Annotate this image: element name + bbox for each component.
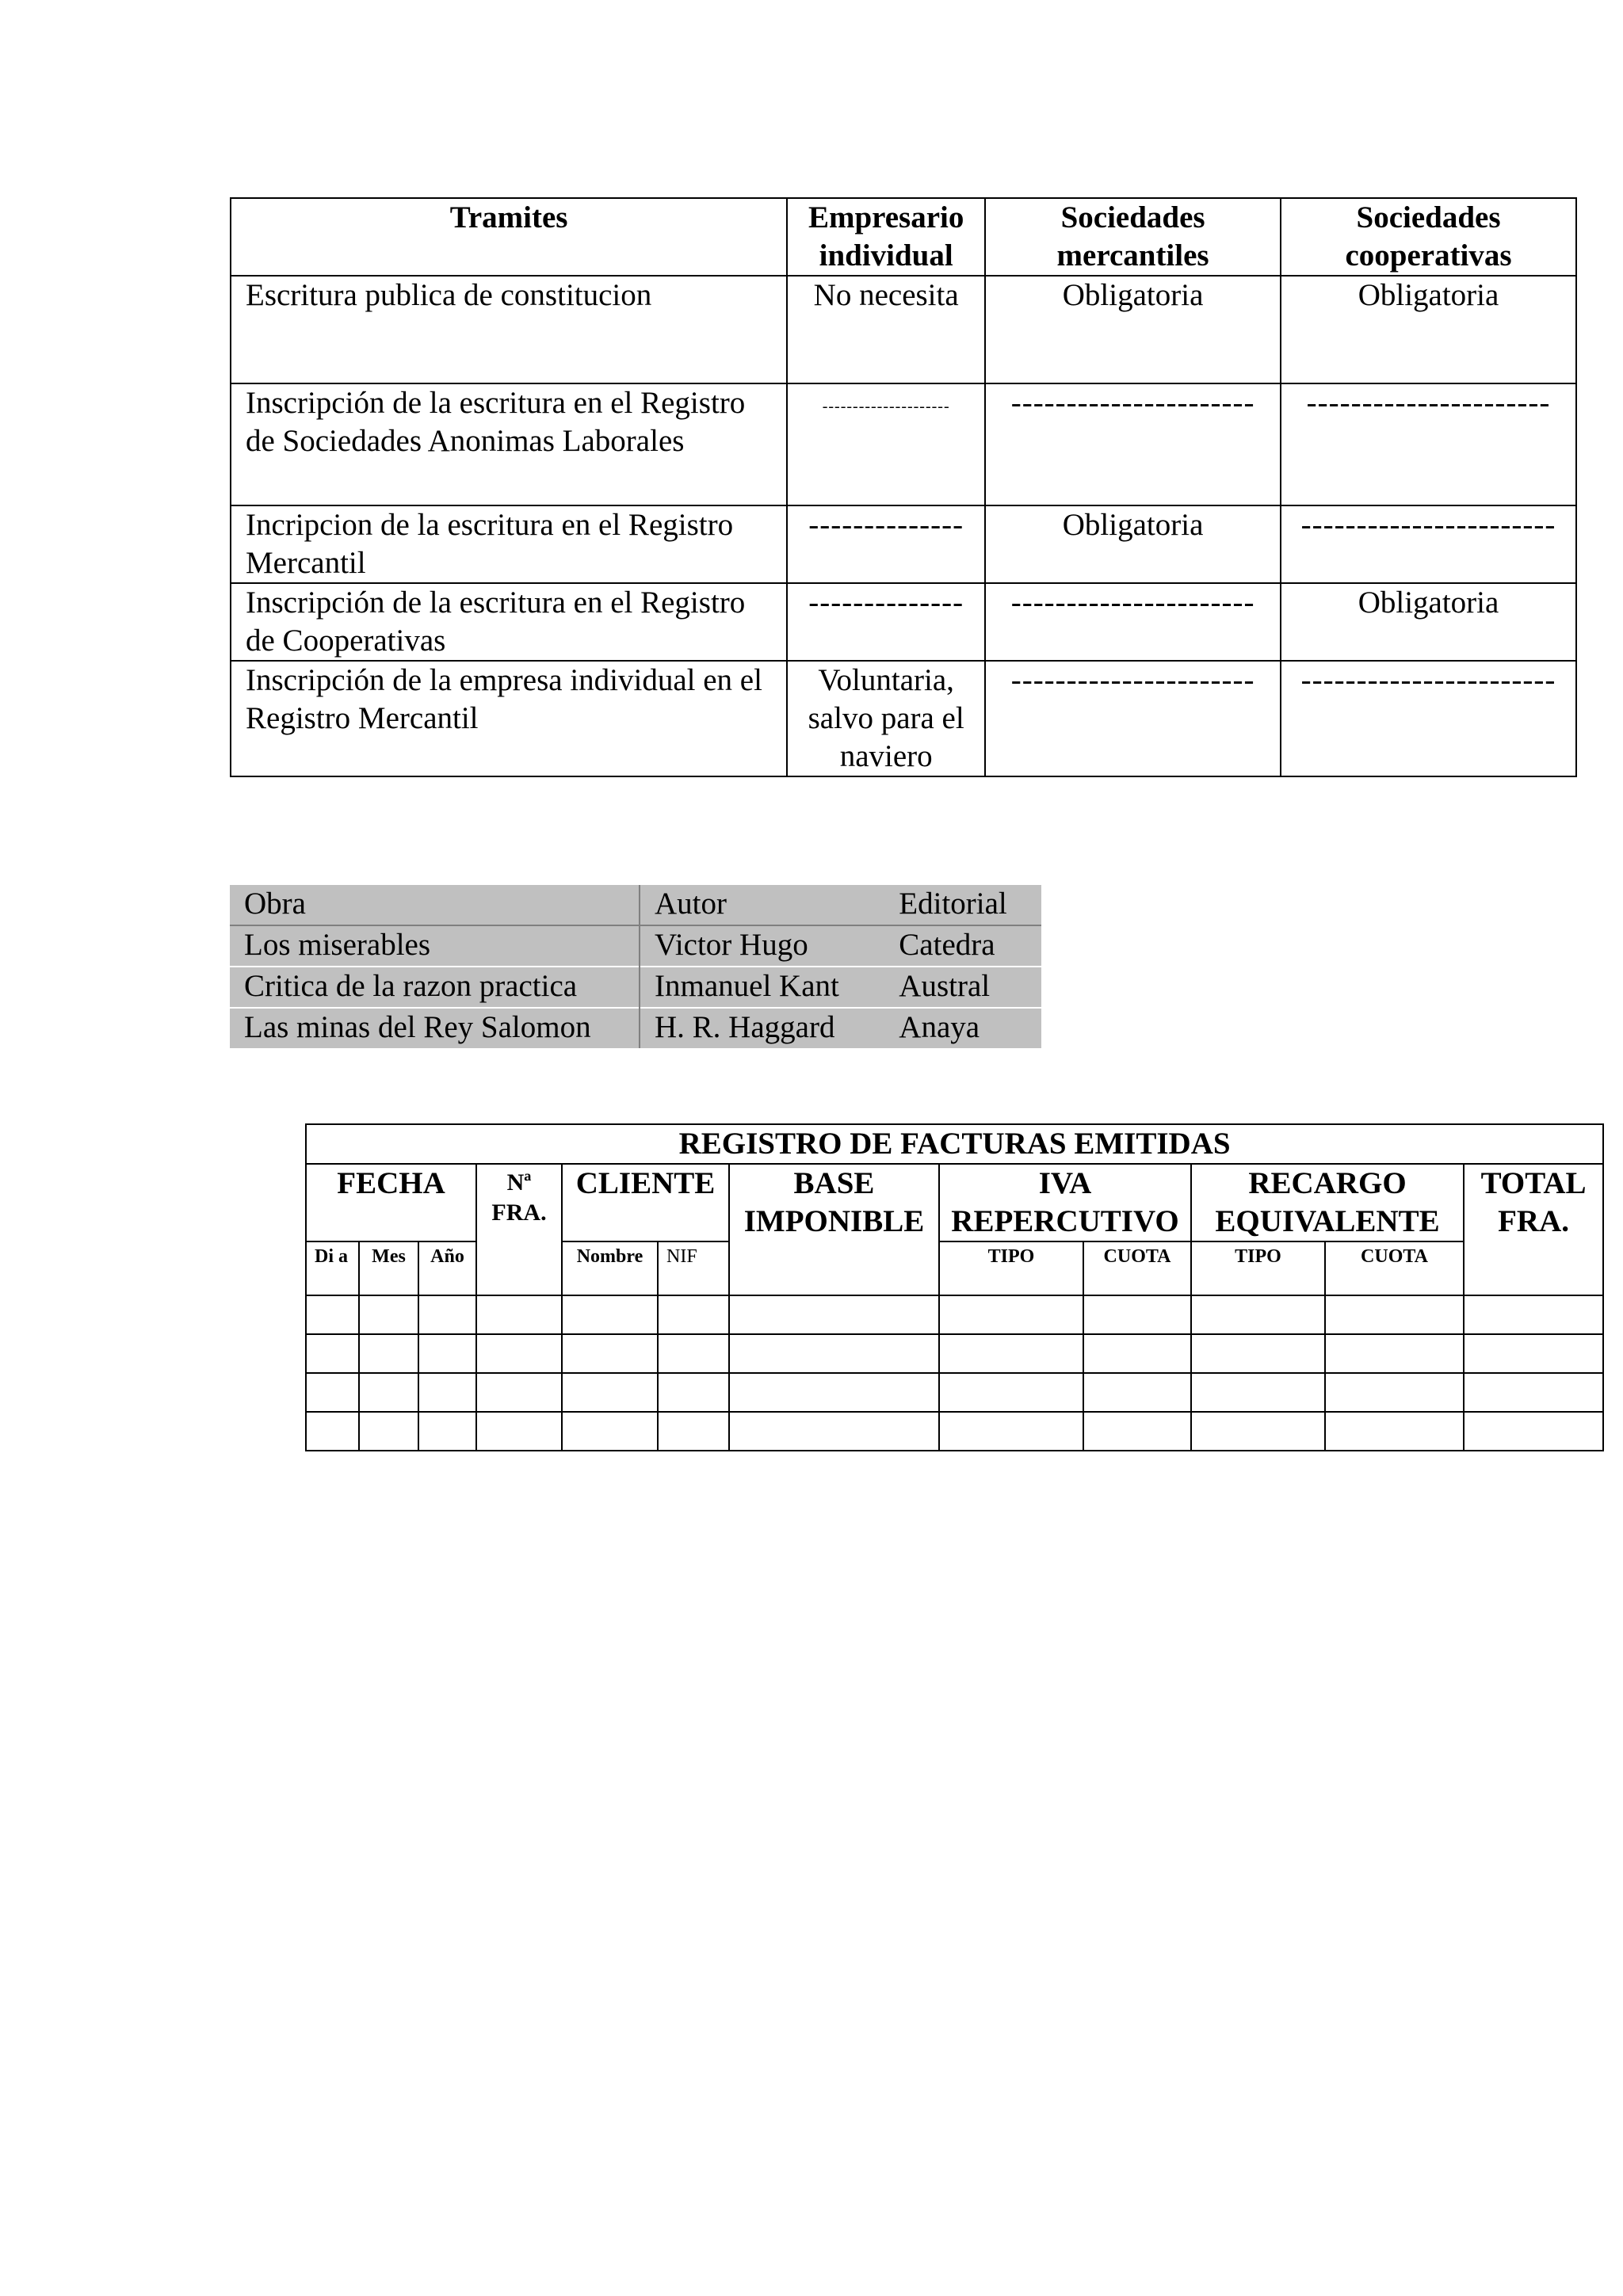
table-cell: Obligatoria: [1281, 276, 1576, 383]
table-cell: Inscripción de la escritura en el Registro de Cooperativas: [231, 583, 787, 661]
header-recargo-equivalente: RECARGO EQUIVALENTE: [1191, 1164, 1464, 1241]
empty-cell: [418, 1295, 476, 1334]
header-total-fra: TOTAL FRA.: [1464, 1164, 1603, 1295]
header-nombre: Nombre: [562, 1241, 658, 1295]
header-base-imponible: BASE IMPONIBLE: [729, 1164, 939, 1295]
table-row: [230, 885, 1041, 925]
empty-cell: [562, 1334, 658, 1373]
header-num-fra: Nª FRA.: [476, 1164, 562, 1295]
header-mes: Mes: [359, 1241, 418, 1295]
header-dia: Di a: [306, 1241, 359, 1295]
table-cell: ----------------------: [1281, 383, 1576, 505]
table-cell: Los miserables: [230, 925, 640, 967]
table-row: [306, 1334, 1603, 1373]
empty-cell: [306, 1295, 359, 1334]
header-cliente: CLIENTE: [562, 1164, 729, 1241]
empty-cell: [1083, 1412, 1191, 1451]
empty-cell: [939, 1373, 1083, 1412]
empty-cell: [658, 1412, 729, 1451]
table-cell: Obra: [230, 885, 640, 925]
empty-cell: [1325, 1334, 1464, 1373]
empty-cell: [1464, 1412, 1603, 1451]
header-iva-tipo: TIPO: [939, 1241, 1083, 1295]
empty-cell: [1083, 1334, 1191, 1373]
empty-cell: [939, 1412, 1083, 1451]
table-cell: -----------------------: [1281, 661, 1576, 776]
empty-cell: [729, 1412, 939, 1451]
empty-cell: [359, 1412, 418, 1451]
header-tramites: Tramites: [231, 198, 787, 276]
table-cell: Inscripción de la empresa individual en el Registro Mercantil: [231, 661, 787, 776]
empty-cell: [1464, 1334, 1603, 1373]
table-cell: Austral: [884, 967, 1041, 1008]
header-sociedades-cooperativas: Sociedades cooperativas: [1281, 198, 1576, 276]
table-row: [231, 276, 1576, 383]
empty-cell: [1325, 1373, 1464, 1412]
empty-cell: [658, 1334, 729, 1373]
table-row: [231, 661, 1576, 776]
table-cell: Victor Hugo: [640, 925, 884, 967]
empty-cell: [562, 1295, 658, 1334]
empty-cell: [306, 1334, 359, 1373]
empty-cell: [939, 1334, 1083, 1373]
table-cell: Escritura publica de constitucion: [231, 276, 787, 383]
header-iva-cuota: CUOTA: [1083, 1241, 1191, 1295]
table-row: [231, 583, 1576, 661]
table-cell: H. R. Haggard: [640, 1008, 884, 1048]
empty-cell: [1464, 1295, 1603, 1334]
facturas-title: REGISTRO DE FACTURAS EMITIDAS: [306, 1124, 1603, 1164]
obras-table: [230, 885, 1041, 1048]
empty-cell: [1191, 1412, 1325, 1451]
header-sociedades-mercantiles: Sociedades mercantiles: [985, 198, 1281, 276]
table-row: [230, 967, 1041, 1008]
header-iva-repercutivo: IVA REPERCUTIVO: [939, 1164, 1191, 1241]
empty-cell: [1325, 1295, 1464, 1334]
empty-cell: [476, 1412, 562, 1451]
table-cell: Editorial: [884, 885, 1041, 925]
facturas-table: [305, 1123, 1604, 1451]
empty-cell: [359, 1295, 418, 1334]
table-cell: Catedra: [884, 925, 1041, 967]
table-cell: Obligatoria: [985, 505, 1281, 583]
empty-cell: [729, 1334, 939, 1373]
empty-cell: [306, 1373, 359, 1412]
table-cell: Voluntaria, salvo para el naviero: [787, 661, 985, 776]
table-cell: Inscripción de la escritura en el Registro de Sociedades Anonimas Laborales: [231, 383, 787, 505]
empty-cell: [1464, 1373, 1603, 1412]
empty-cell: [1325, 1412, 1464, 1451]
table-row: [306, 1373, 1603, 1412]
header-empresario-individual: Empresario individual: [787, 198, 985, 276]
table-row: [306, 1295, 1603, 1334]
table-row: [231, 505, 1576, 583]
empty-cell: [1191, 1295, 1325, 1334]
empty-cell: [562, 1412, 658, 1451]
table-cell: ---------------------: [787, 383, 985, 505]
empty-cell: [359, 1334, 418, 1373]
empty-cell: [476, 1373, 562, 1412]
empty-cell: [418, 1334, 476, 1373]
table-cell: Inmanuel Kant: [640, 967, 884, 1008]
table-cell: Critica de la razon practica: [230, 967, 640, 1008]
table-row: [306, 1412, 1603, 1451]
empty-cell: [658, 1373, 729, 1412]
table-cell: Incripcion de la escritura en el Registro Mercantil: [231, 505, 787, 583]
table-cell: -----------------------: [1281, 505, 1576, 583]
empty-cell: [418, 1373, 476, 1412]
table-cell: --------------: [787, 583, 985, 661]
header-recargo-cuota: CUOTA: [1325, 1241, 1464, 1295]
empty-cell: [729, 1295, 939, 1334]
table-cell: ----------------------: [985, 583, 1281, 661]
table-cell: Obligatoria: [1281, 583, 1576, 661]
empty-cell: [1191, 1373, 1325, 1412]
empty-cell: [306, 1412, 359, 1451]
empty-cell: [729, 1373, 939, 1412]
table-cell: ----------------------: [985, 661, 1281, 776]
table-cell: Anaya: [884, 1008, 1041, 1048]
empty-cell: [1083, 1373, 1191, 1412]
header-recargo-tipo: TIPO: [1191, 1241, 1325, 1295]
table-cell: ----------------------: [985, 383, 1281, 505]
empty-cell: [1191, 1334, 1325, 1373]
table-row: [231, 383, 1576, 505]
header-fecha: FECHA: [306, 1164, 476, 1241]
table-row: [230, 925, 1041, 967]
table-header-row: [231, 198, 1576, 276]
table-row: [230, 1008, 1041, 1048]
table-cell: --------------: [787, 505, 985, 583]
table-title-row: [306, 1124, 1603, 1164]
empty-cell: [939, 1295, 1083, 1334]
table-cell: Autor: [640, 885, 884, 925]
header-nif: NIF: [658, 1241, 729, 1295]
table-cell: No necesita: [787, 276, 985, 383]
empty-cell: [476, 1295, 562, 1334]
empty-cell: [562, 1373, 658, 1412]
table-cell: Obligatoria: [985, 276, 1281, 383]
empty-cell: [359, 1373, 418, 1412]
table-cell: Las minas del Rey Salomon: [230, 1008, 640, 1048]
table-header-row: [306, 1164, 1603, 1241]
empty-cell: [658, 1295, 729, 1334]
empty-cell: [418, 1412, 476, 1451]
tramites-table: [230, 197, 1577, 777]
empty-cell: [476, 1334, 562, 1373]
empty-cell: [1083, 1295, 1191, 1334]
header-anio: Año: [418, 1241, 476, 1295]
